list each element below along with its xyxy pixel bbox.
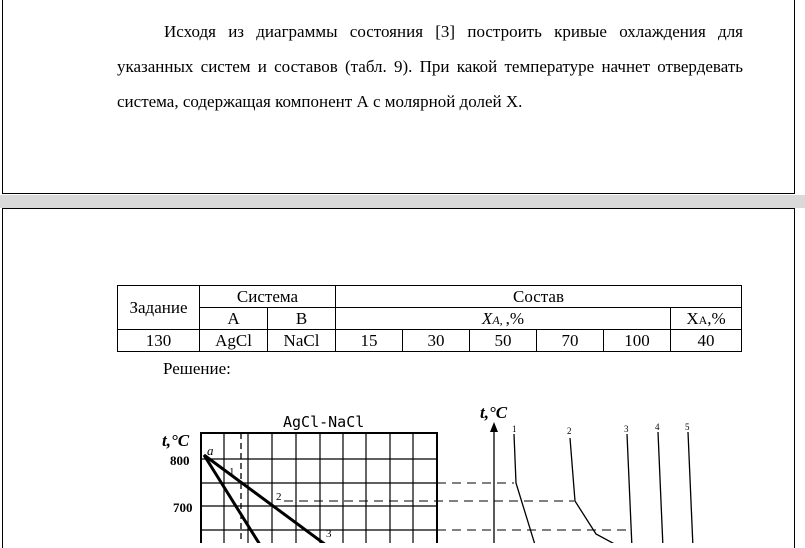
composition-cell: 50 <box>470 330 537 352</box>
cooling-curve-1 <box>514 434 536 543</box>
zadanie-value: 130 <box>118 330 200 352</box>
xa-value: 40 <box>671 330 742 352</box>
cooling-curve-4 <box>658 432 663 543</box>
diagram-y-label: t,°C <box>162 431 190 450</box>
col-b-header: B <box>268 308 336 330</box>
xa-header: XA,% <box>671 308 742 330</box>
sistema-header: Система <box>200 286 336 308</box>
composition-cell: 100 <box>604 330 671 352</box>
curve-label: 3 <box>624 424 629 434</box>
component-a: AgCl <box>200 330 268 352</box>
curve-label: 5 <box>685 422 690 432</box>
point-label: 2 <box>276 491 282 503</box>
zadanie-header: Задание <box>118 286 200 330</box>
curve-label: 4 <box>655 422 660 432</box>
point-label: a <box>207 443 214 458</box>
diagram-title: AgCl-NaCl <box>283 413 365 431</box>
diagram-grid <box>201 433 437 543</box>
point-label: 3 <box>326 528 332 540</box>
composition-cell: 15 <box>336 330 403 352</box>
problem-statement: Исходя из диаграммы состояния [3] построить кривые охлаждения для указанных систем и составов (табл. 9). При какой температуре начнет отвердевать система, содержащая компонент А с молярной долей X. <box>117 22 743 111</box>
cooling-curves <box>480 403 693 543</box>
composition-cell: 70 <box>537 330 604 352</box>
cooling-curve-2 <box>570 438 622 543</box>
xa-compositions-header: XA, ,% <box>336 308 671 330</box>
col-a-header: A <box>200 308 268 330</box>
sostav-header: Состав <box>336 286 742 308</box>
tick-800: 800 <box>170 453 190 468</box>
cooling-curve-3 <box>627 434 632 543</box>
curve-label: 1 <box>512 424 517 434</box>
component-b: NaCl <box>268 330 336 352</box>
diagram-frame <box>201 433 437 543</box>
cooling-curve-5 <box>688 432 693 543</box>
phase-diagram <box>162 413 437 543</box>
tick-700: 700 <box>173 500 193 515</box>
cooling-axis-label: t,°C <box>480 403 508 422</box>
curve-label: 2 <box>567 426 572 436</box>
point-label: 1 <box>229 466 235 478</box>
axis-arrow-icon <box>490 422 498 432</box>
composition-cell: 30 <box>403 330 470 352</box>
solution-label: Решение: <box>163 359 231 378</box>
